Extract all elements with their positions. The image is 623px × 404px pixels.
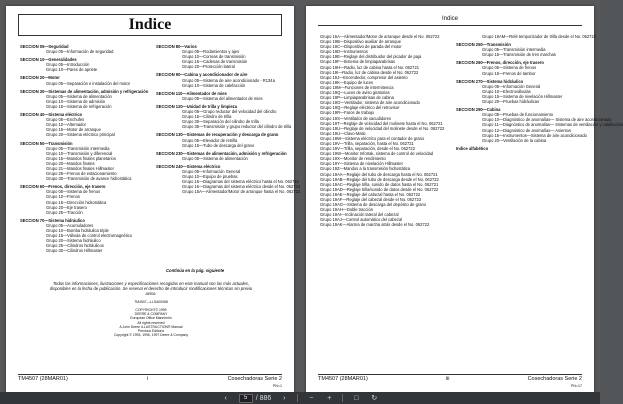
toc-entry: Grupo 19C—Dispositivo de parada del motor (320, 44, 402, 50)
toc-entry: Grupo 19AA—Reglaje del tubo de descarga hasta el No. 062721 (320, 171, 438, 177)
toc-entry: Grupo 19T—Reglaje de velocidad del molinete hasta el No. 062721 (320, 120, 443, 126)
toc-entry: Grupo 15—Transmisión de tres marchas (482, 52, 556, 58)
toc-entry: Grupo 05—Acumuladores (46, 222, 94, 228)
footer-pn: PN=1 (272, 384, 282, 388)
toc-entry: Grupo 05—Grupo reductor del velocidad del cilindro (182, 109, 277, 115)
toolbar-divider (342, 394, 343, 402)
zoom-out-icon[interactable]: − (309, 394, 314, 402)
toc-entry: Grupo 20—Pruebas hidráulicas (482, 99, 540, 105)
toc-entry: Grupo 19AI—Inclinación lateral del cabezal (320, 212, 399, 218)
toc-entry: Grupo 20—Ventilación de la cabina (482, 137, 547, 143)
toc-entry: Grupo 15—Válvula de control electromagnético (46, 233, 133, 239)
toc-entry: Grupo 19AJ—Control automático del cabezal (320, 217, 403, 223)
toc-entry: Grupo 19AG—Sistema de descarga del depósito de grano (320, 202, 427, 208)
toc-entry: Grupo 25—Tracción (46, 209, 83, 215)
fit-page-icon[interactable]: □ (354, 394, 359, 402)
next-page-icon[interactable]: › (283, 394, 286, 402)
toc-entry: Grupo 19Q—Reglaje eléctrico del retrovisor (320, 105, 400, 111)
toc-entry: Grupo 19U—Clavo-Matic (320, 130, 366, 136)
page-total: / 886 (255, 394, 272, 402)
toc-entry: Grupo 21—Mandos finales Hillmaster (46, 165, 115, 171)
section-heading: SECCION 60—Frenos, dirección, eje trasero (20, 184, 106, 190)
zoom-in-icon[interactable]: + (327, 394, 332, 402)
toc-entry: Grupo 19D—Instrumentos (320, 49, 368, 55)
toc-entry: Grupo 05—Sistema de aire acondicionado - R134a (182, 77, 275, 83)
toc-entry: Grupo 19AB—Reglaje del tubo de descarga desde el No. 062722 (320, 176, 439, 182)
page-indicator (239, 394, 272, 403)
previous-page-icon[interactable]: ‹ (224, 394, 227, 402)
disclaimer-note: Todas las informaciones, ilustraciones y especificaciones recogidas en este manual son las más actuales, disponibles en la fecha de publicación. Se reserva el derecho de introducir modificaciones técnicas sin previo aviso. (49, 281, 253, 297)
toc-entry: Grupo 11—Diagnóstico de anomalías— Sistemas de ventilación y calefacción (482, 122, 623, 128)
toc-entry: Grupo 19X—Monitor de rendimiento (320, 156, 386, 162)
toc-entry: Grupo 19U—Reglaje de velocidad del molinete desde el No. 062722 (320, 125, 445, 131)
toc-entry: Grupo 20—Sistema eléctrico principal (46, 132, 115, 138)
toc-entry: Grupo 19I—Radio, luz de cabina desde el No. 062722 (320, 69, 419, 75)
running-header: Indice (318, 16, 582, 26)
viewer-toolbar (0, 392, 600, 404)
toc-entry: Grupo 19AH—Doble tracción (320, 207, 374, 213)
toc-entry: Grupo 05—Transmisión intermedia (482, 47, 546, 53)
right-page (306, 6, 623, 392)
footer-book-title: Cosechadoras Serie 2 (227, 376, 282, 382)
toc-entry: Grupo 05—Transmisión intermedia (46, 145, 110, 151)
copyright-line: Copyright © 1993, 1996, 1997 Deere & Company (113, 333, 189, 338)
toolbar-divider (297, 394, 298, 402)
page-footer (18, 374, 282, 382)
toc-entry: Grupo 25—Cilindros hidráulicos (46, 243, 104, 249)
toc-entry: Grupo 05—Pruebas de funcionamiento (482, 112, 554, 118)
toc-entry: Grupo 19P—Limpiaparabrisas de cabina (320, 95, 394, 101)
section-heading: SECCION 290—Cabina (456, 107, 501, 113)
rotate-icon[interactable]: ↻ (371, 395, 378, 402)
toc-entry: Grupo 05—Elevador de retrilla (182, 137, 238, 143)
toc-entry: Grupo 05—Introducción (46, 62, 90, 68)
toc-entry: Grupo 19B—Dispositivo auxiliar de arranque (320, 39, 402, 45)
toc-entry: Grupo 19AE—Reglaje del cabezal hasta el No. 062722 (320, 191, 421, 197)
copyright-line: All rights reserved (137, 320, 165, 325)
toc-entry: Grupo 10—Sistema de admisión (46, 98, 106, 104)
toc-entry: Grupo 15—Sistema de refrigeración (46, 103, 112, 109)
section-heading: SECCION 40—Sistema eléctrico (20, 112, 83, 118)
toc-entry: Grupo 25—Frenos de estacionamiento (46, 171, 117, 177)
page-title: Indice (128, 16, 172, 33)
toc-entry: Grupo 10—Transmisión y diferencial (46, 150, 113, 156)
section-heading: SECCION 110—Alimentador de mies (156, 90, 227, 96)
toc-entry: Grupo 19R—Faros de trabajo (320, 110, 374, 116)
footer-book-title: Cosechadoras Serie 2 (527, 376, 582, 382)
toc-entry: Grupo 30—Separación del cilindro de trilla (182, 119, 259, 125)
toc-entry: Grupo 15A—Alimentador/Motor de arranque hasta el No. 062722 (182, 189, 301, 195)
left-page (6, 6, 301, 392)
toc-entry: Grupo 10—Bomba hidráulica triple (46, 228, 109, 233)
copyright-block (96, 308, 206, 337)
toc-entry: Grupo 10—Electroválvulas (482, 88, 531, 94)
section-heading: SECCION 260—Frenos, dirección, eje trasero (456, 60, 544, 66)
copyright-line: COPYRIGHT© 1999 (135, 308, 167, 312)
toc-entry: Grupo 15—Instrumentos—Sistema de aire acondicionado (482, 132, 587, 138)
section-heading: SECCION 230—Sistemas de alimentación, admisión y refrigeración (156, 150, 287, 156)
toc-entry: Grupo 30—Cilindros Hillmaster (46, 248, 103, 254)
footer-doc-code: TM4507 (28MAR01) (18, 376, 68, 382)
footer-doc-code: TM4507 (28MAR01) (318, 376, 368, 382)
toc-entry: Grupo 16A—Alimentador/Motor de arranque desde el No. 062722 (320, 34, 440, 39)
toc-entry: Grupo 19AM—Relé temporizador de trilla desde el No. 062722 (482, 34, 597, 39)
section-heading: SECCION 80—Varios (156, 44, 197, 49)
toc-entry: Grupo 05—Separación e instalación del motor (46, 80, 130, 86)
toc-entry: Grupo 19H—Radio, luz de cabina hasta el No. 062721 (320, 64, 419, 70)
toc-entry: Grupo 19Q—Luces de aviso giratorias (320, 90, 390, 96)
section-heading: SECCION 05—Seguridad (20, 44, 69, 49)
toc-entry: Grupo 05—Sistema de frenos (46, 189, 101, 195)
toc-entry: Grupo 19V—Trilla, separación, hasta el No. 062721 (320, 140, 414, 146)
toc-entry: Grupo 19V—Trilla, separación, desde el No. 062722 (320, 146, 415, 152)
footer-page-number: iii (445, 376, 450, 382)
toc-entry: Grupo 10—Pares de apriete (46, 67, 98, 73)
toc-entry: Grupo 05—Enchufes (46, 117, 85, 123)
toc-entry: Grupo 10—Frenos (46, 194, 80, 200)
toc-entry: Grupo 05—Información de seguridad (46, 49, 114, 55)
toc-entry: Grupo 15—Cilindro de trilla (182, 114, 232, 120)
copyright-line: Previous Editions (137, 329, 165, 334)
toc-column-1 (20, 41, 148, 253)
toc-entry: Grupo 15—Cadenas de transmisión (182, 59, 248, 65)
toc-entry: Grupo 10—Correas de transmisión (182, 54, 246, 60)
footer-page-number: i (147, 376, 149, 382)
toc-entry: Grupo 20—Protección lateral (182, 64, 235, 70)
toc-entry: Grupo 05—Rodamientos y ajes (182, 49, 240, 55)
copyright-line: A John Deere ILLUSTRUCTION® Manual (119, 324, 183, 329)
toc-entry: Grupo 05—Sistema del alimentador de mies (182, 95, 263, 101)
toc-entry: Grupo 19Y—Sistema de nivelación Hillmaster (320, 161, 404, 167)
toc-entry: Grupo 19W—Sistema eléctrico para el contador de grano (320, 135, 425, 141)
copyright-line: European Office Mannheim (130, 316, 172, 321)
toc-entry: Grupo 15—Dirección hidrostática (46, 199, 107, 205)
page-number-input[interactable] (239, 394, 253, 403)
toc-entry: Grupo 35—Transmisión y grupo reductor del cilindro de trilla (182, 124, 292, 130)
section-heading: SECCION 270—Sistema hidráulico (456, 78, 524, 84)
page-footer (318, 374, 582, 382)
toc-entry: Grupo 20—Sistema hidráulico (46, 238, 101, 244)
toc-entry: Grupo 15—Mandos finales planetarios (46, 155, 116, 161)
footer-pn: PN=17 (570, 384, 582, 388)
toc-entry: Grupo 16—Diagramas del sistema eléctrico desde el No. 062723 (182, 184, 301, 190)
toc-entry: Grupo 15—Tubo de descarga del grano (182, 142, 255, 148)
section-heading: SECCION 10—Generalidades (20, 57, 77, 63)
section-heading: SECCION 50—Transmisión (20, 140, 73, 146)
title-banner (18, 14, 282, 36)
toc-entry: Grupo 19AC—Reglaje trilla, sonido de datos hasta el No. 062721 (320, 181, 439, 187)
toc-entry: Grupo 19E—Reglaje del distribuidor del picador de paja (320, 54, 422, 60)
toc-entry: Grupo 10—Sistema de calefacción (182, 82, 246, 88)
toc-entry: Grupo 19AF—Reglaje del cabezal desde el No. 062723 (320, 197, 422, 202)
toc-entry: Grupo 15—Diagramas del sistema eléctrico hasta el No. 062722 (182, 179, 299, 185)
toc-entry: Grupo 15—Sistema de nivelación Hillmaster (482, 93, 563, 99)
toc-entry: Grupo 15—Motor de arranque (46, 127, 101, 133)
copyright-line: DEERE & COMPANY (134, 312, 168, 317)
section-heading: SECCION 20—Motor (20, 75, 60, 81)
toc-entry: Grupo 05—Sistema de alimentación (46, 93, 112, 99)
toc-entry: Grupo 05—Información General (482, 83, 541, 89)
toc-column-1 (320, 34, 444, 228)
section-heading: SECCION 120—Unidad de trilla y limpieza (156, 103, 237, 109)
toc-column-2 (456, 34, 623, 151)
section-heading: SECCION 240—Sistema eléctrico (156, 163, 221, 169)
toc-entry: Grupo 19O—Ventilador, sistema de aire acondicionado (320, 100, 420, 106)
toc-entry: Grupo 12—Diagnóstico de anomalías— Asientos (482, 127, 571, 133)
toc-entry: Grupo 15—Frenos de tambor (482, 70, 536, 76)
toc-entry: Grupo 05—Información General (182, 168, 241, 174)
toc-entry: Grupo 10—Equipo de pruebas (182, 174, 238, 180)
toc-entry: Grupo 19AD—Reglaje trilla/sonido de datos desde el No. 062722 (320, 186, 439, 192)
section-heading: Indice alfabético (456, 145, 489, 151)
toc-entry: Grupo 05—Sistema de frenos (482, 65, 537, 71)
toc-entry: Grupo 19S—Ventilador de sacudidores (320, 115, 392, 121)
toc-entry: Grupo 19K—Equipo de luces (320, 79, 374, 85)
section-heading: SECCION 70—Sistema hidráulico (20, 217, 85, 223)
toc-entry: Grupo 19M—Funciones de intermitencia (320, 84, 394, 90)
note-code: TM4507—LLSA00068 (134, 300, 168, 304)
toc-entry: Grupo 19Z—Mandos a la transmisión hidrostática (320, 166, 411, 172)
section-heading: SECCION 250—Transmisión (456, 42, 511, 48)
toc-entry: Grupo 19J—Encendedor, compresor del asiento (320, 74, 408, 80)
section-heading: SECCION 90—Cabina y acondicionador de aire (156, 72, 248, 78)
toc-entry: Grupo 30—Transmisión de avance hidrostática (46, 176, 132, 182)
toc-column-2 (156, 41, 300, 194)
toc-entry: Grupo 19AK—Alarma de marcha atrás desde el No. 062722 (320, 222, 430, 228)
toc-entry: Grupo 20—Eje trasero (46, 204, 87, 210)
toc-entry: Grupo 05—Sistema de alimentación (182, 155, 248, 161)
toc-entry: Grupo 20—Mandos finales (46, 160, 95, 166)
toc-entry: Grupo 19W—Monitor Infotrak, sistema de control de velocidad (320, 151, 434, 157)
toc-entry: Grupo 10—Diagnóstico de anomalías— Sistema de aire acondicionado (482, 117, 612, 123)
toc-entry: Grupo 10—Alternador (46, 122, 87, 128)
continued-note: Continúa en la pág. siguiente (166, 268, 225, 273)
toc-entry: Grupo 19F—Sistema de limpiaparabrisas (320, 59, 396, 65)
section-heading: SECCION 130—Sistemas de recuperación y descarga de grano (156, 132, 279, 138)
section-heading: SECCION 30—Sistemas de alimentación, admisión y refrigeración (20, 88, 149, 94)
